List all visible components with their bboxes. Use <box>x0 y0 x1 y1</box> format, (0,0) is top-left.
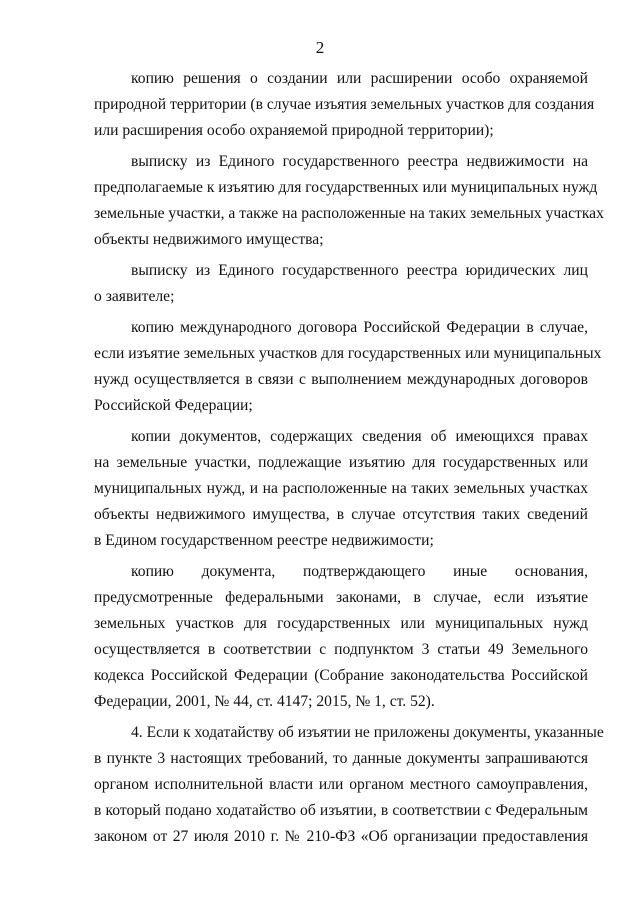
text-line: земельные участки, а также на расположенные на таких земельных участках <box>94 205 604 222</box>
text-line: Федерации, 2001, № 44, ст. 4147; 2015, № 1, ст. 52). <box>94 693 435 710</box>
text-line: копии документов, содержащих сведения об имеющихся правах <box>131 428 588 445</box>
paragraph-other-grounds <box>94 559 588 715</box>
text-line: выписку из Единого государственного реестра недвижимости на <box>131 153 588 170</box>
document-body <box>94 66 604 850</box>
paragraph-international-treaty <box>94 315 602 419</box>
text-line: муниципальных нужд, и на расположенные на таких земельных участках <box>94 480 588 497</box>
text-line: копию решения о создании или расширении особо охраняемой <box>131 70 588 87</box>
text-line: копию документа, подтверждающего иные основания, <box>131 563 588 580</box>
text-line: на земельные участки, подлежащие изъятию для государственных или <box>94 454 588 471</box>
paragraph-copy-decision <box>94 66 595 144</box>
text-line: в Едином государственном реестре недвижимости; <box>94 532 434 549</box>
page-number: 2 <box>315 38 325 57</box>
text-line: или расширения особо охраняемой природной территории); <box>94 122 494 139</box>
text-line: в пункте 3 настоящих требований, то данные документы запрашиваются <box>94 750 588 767</box>
text-line: о заявителе; <box>94 288 175 305</box>
paragraph-rights-documents <box>94 424 588 554</box>
text-line: объекты недвижимого имущества; <box>94 231 324 248</box>
paragraph-item-4 <box>94 720 604 850</box>
text-line: земельных участков для государственных или муниципальных нужд <box>94 615 588 632</box>
text-line: если изъятие земельных участков для государственных или муниципальных <box>94 345 602 362</box>
text-line: предполагаемые к изъятию для государственных или муниципальных нужд <box>94 179 598 196</box>
text-line: органом исполнительной власти или органом местного самоуправления, <box>94 776 588 793</box>
text-line: Российской Федерации; <box>94 397 253 414</box>
text-line: копию международного договора Российской Федерации в случае, <box>131 319 588 336</box>
text-line: природной территории (в случае изъятия земельных участков для создания <box>94 96 595 113</box>
text-line: 4. Если к ходатайству об изъятии не приложены документы, указанные <box>131 724 604 741</box>
text-line: в который подано ходатайство об изъятии, в соответствии с Федеральным <box>94 802 588 819</box>
text-line: выписку из Единого государственного реестра юридических лиц <box>131 262 588 279</box>
paragraph-extract-real-estate <box>94 149 604 253</box>
text-line: нужд осуществляется в связи с выполнением международных договоров <box>94 371 588 388</box>
text-line: предусмотренные федеральными законами, в случае, если изъятие <box>94 589 588 606</box>
text-line: кодекса Российской Федерации (Собрание законодательства Российской <box>94 667 588 684</box>
paragraph-extract-legal-entities <box>94 258 588 310</box>
text-line: осуществляется в соответствии с подпунктом 3 статьи 49 Земельного <box>94 641 588 658</box>
text-line: законом от 27 июля 2010 г. № 210-ФЗ «Об организации предоставления <box>94 828 588 845</box>
text-line: объекты недвижимого имущества, в случае отсутствия таких сведений <box>94 506 588 523</box>
